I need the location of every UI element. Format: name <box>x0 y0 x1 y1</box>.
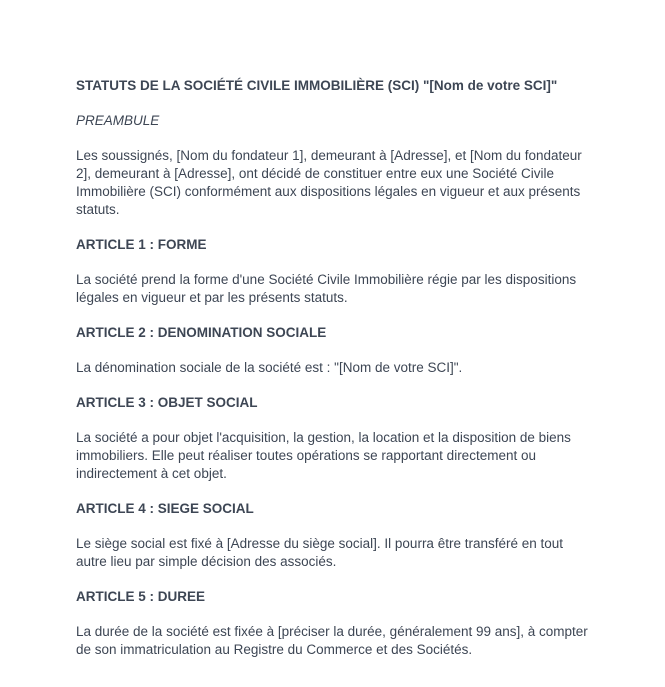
article-2-body: La dénomination sociale de la société est : "[Nom de votre SCI]". <box>76 360 463 375</box>
article-4-body: Le siège social est fixé à [Adresse du siège social]. Il pourra être transféré en tout autre lieu par simple décision des associés. <box>76 536 564 569</box>
article-2-heading: ARTICLE 2 : DENOMINATION SOCIALE <box>76 325 327 340</box>
article-5-body: La durée de la société est fixée à [préciser la durée, généralement 99 ans], à compter de son immatriculation au Registre du Commerce et des Sociétés. <box>76 624 588 657</box>
article-3-heading: ARTICLE 3 : OBJET SOCIAL <box>76 395 258 410</box>
article-3-body: La société a pour objet l'acquisition, la gestion, la location et la disposition de biens immobiliers. Elle peut réaliser toutes opérations se rapportant directement ou indirectement à cet objet. <box>76 430 571 481</box>
article-1-heading: ARTICLE 1 : FORME <box>76 237 207 252</box>
preamble-label: PREAMBULE <box>76 113 160 128</box>
document-content <box>76 77 592 676</box>
article-5-heading: ARTICLE 5 : DUREE <box>76 589 206 604</box>
article-1-body: La société prend la forme d'une Société Civile Immobilière régie par les dispositions légales en vigueur et par les présents statuts. <box>76 272 577 305</box>
document-title: STATUTS DE LA SOCIÉTÉ CIVILE IMMOBILIÈRE (SCI) "[Nom de votre SCI]" <box>76 78 558 93</box>
article-4-heading: ARTICLE 4 : SIEGE SOCIAL <box>76 501 254 516</box>
preamble-paragraph: Les soussignés, [Nom du fondateur 1], demeurant à [Adresse], et [Nom du fondateur 2], demeurant à [Adresse], ont décidé de constituer entre eux une Société Civile Immobilière (SCI) conformément aux dispositions légales en vigueur et aux présents statuts. <box>76 148 582 217</box>
